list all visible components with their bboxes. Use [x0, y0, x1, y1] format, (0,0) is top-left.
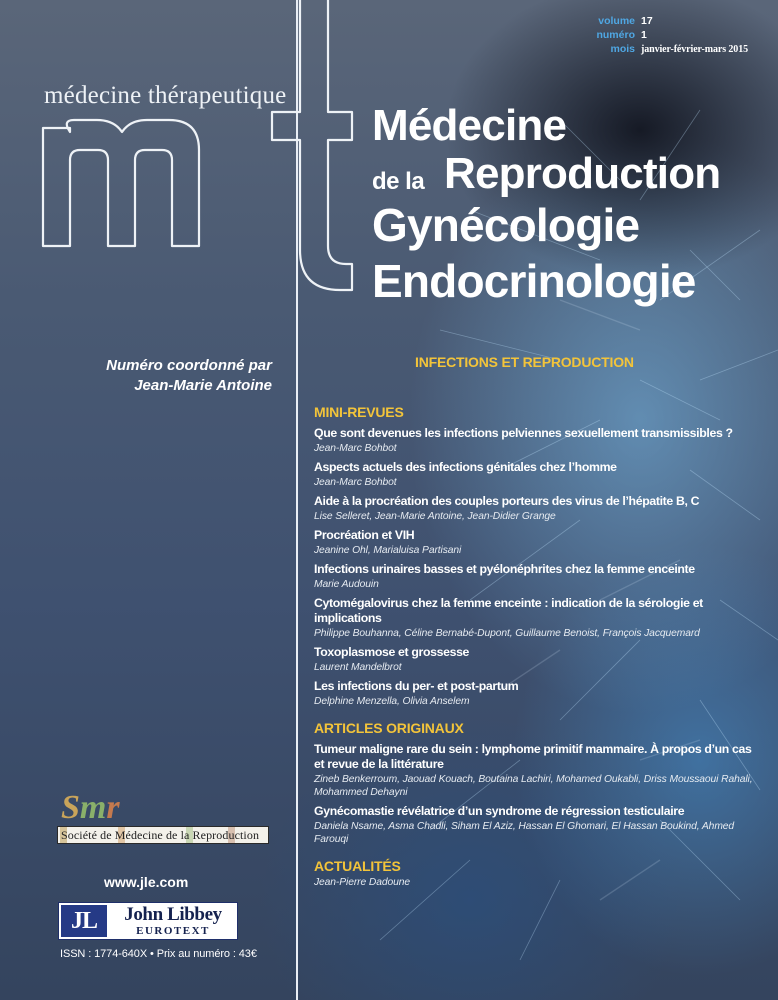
article-authors: Lise Selleret, Jean-Marie Antoine, Jean-Didier Grange: [314, 511, 556, 522]
article-title: Les infections du per- et post-partum: [314, 679, 519, 693]
issue-theme: INFECTIONS ET REPRODUCTION: [415, 354, 634, 370]
article-title: Aspects actuels des infections génitales chez l’homme: [314, 460, 617, 474]
coordinator-label: Numéro coordonné par: [106, 357, 272, 374]
volume-label: volume: [598, 15, 635, 27]
section-title: ACTUALITÉS: [314, 858, 401, 874]
article-authors: Philippe Bouhanna, Céline Bernabé-Dupont, Guillaume Benoist, François Jacquemard: [314, 628, 700, 639]
brand-name: médecine thérapeutique: [44, 82, 287, 109]
mt-logo: [0, 0, 380, 310]
smr-logo: [57, 789, 260, 842]
smr-name-box: [57, 826, 269, 844]
publisher-name: John Libbey: [124, 904, 222, 925]
mois-value: janvier-février-mars 2015: [641, 44, 748, 55]
smr-monogram: Smr: [61, 789, 120, 826]
article-title: Gynécomastie révélatrice d’un syndrome de régression testiculaire: [314, 804, 685, 818]
article-authors: Jean-Marc Bohbot: [314, 443, 397, 454]
table-of-contents: [314, 404, 764, 889]
title-line-2: Reproduction: [444, 149, 721, 198]
smr-society-name: Société de Médecine de la Reproduction: [61, 828, 260, 842]
section-title: ARTICLES ORIGINAUX: [314, 720, 464, 736]
coordinator-name: Jean-Marie Antoine: [134, 377, 272, 394]
mois-label: mois: [610, 43, 635, 55]
article-authors: Daniela Nsame, Asma Chadli, Siham El Aziz, Hassan El Ghomari, El Hassan Boukind, Ahmed Farouqi: [314, 821, 735, 845]
numero-label: numéro: [596, 29, 635, 41]
title-prefix: de la: [372, 168, 425, 195]
article-title: Aide à la procréation des couples porteurs des virus de l’hépatite B, C: [314, 494, 700, 508]
article-authors: Laurent Mandelbrot: [314, 662, 402, 673]
article-authors: Jeanine Ohl, Marialuisa Partisani: [314, 545, 462, 556]
article-title: Tumeur maligne rare du sein : lymphome primitif mammaire. À propos d’un cas et revue de la littérature: [314, 742, 752, 771]
issue-info: [591, 14, 748, 57]
article-title: Que sont devenues les infections pelviennes sexuellement transmissibles ?: [314, 426, 733, 440]
title-line-1: Médecine: [372, 101, 567, 150]
article-title: Procréation et VIH: [314, 528, 415, 542]
section-title: MINI-REVUES: [314, 404, 404, 420]
article-authors: Delphine Menzella, Olivia Anselem: [314, 696, 470, 707]
title-line-4: Endocrinologie: [372, 255, 696, 307]
issn-price: ISSN : 1774-640X • Prix au numéro : 43€: [60, 948, 257, 960]
article-authors: Zineb Benkerroum, Jaouad Kouach, Boutaina Lachiri, Mohamed Oukabli, Driss Moussaoui Rahali, Mohammed Dehayni: [314, 774, 753, 798]
issue-coordinator: [60, 356, 272, 396]
article-authors: Jean-Marc Bohbot: [314, 477, 397, 488]
publisher-logo: [58, 902, 238, 940]
volume-value: 17: [641, 15, 653, 27]
publisher-monogram: JL: [61, 905, 107, 937]
article-title: Toxoplasmose et grossesse: [314, 645, 470, 659]
article-authors: Marie Audouin: [314, 579, 379, 590]
numero-value: 1: [641, 29, 647, 41]
publisher-subname: EUROTEXT: [136, 925, 210, 937]
website-link[interactable]: www.jle.com: [104, 874, 189, 890]
article-title: Infections urinaires basses et pyélonéphrites chez la femme enceinte: [314, 562, 695, 576]
article-title: Cytomégalovirus chez la femme enceinte : indication de la sérologie et implications: [314, 596, 703, 625]
title-line-3: Gynécologie: [372, 199, 640, 251]
article-authors: Jean-Pierre Dadoune: [314, 877, 410, 888]
